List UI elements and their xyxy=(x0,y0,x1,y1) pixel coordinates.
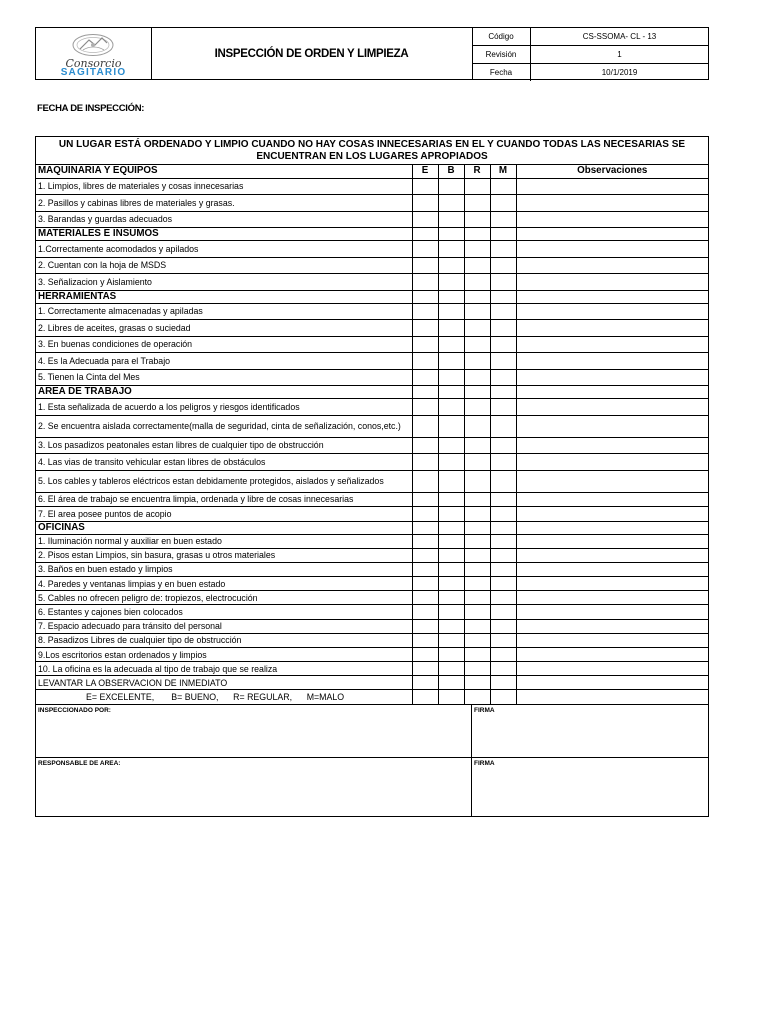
rating-cell[interactable] xyxy=(438,228,464,241)
rating-cell[interactable] xyxy=(490,619,516,633)
observation-cell[interactable] xyxy=(516,228,708,241)
rating-cell[interactable] xyxy=(412,241,438,258)
rating-cell[interactable] xyxy=(464,619,490,633)
checklist-sheet xyxy=(35,136,709,817)
checklist-item: 10. La oficina es la adecuada al tipo de trabajo que se realiza xyxy=(36,662,412,676)
observation-cell[interactable] xyxy=(516,274,708,291)
rating-cell[interactable] xyxy=(412,399,438,416)
rating-cell[interactable] xyxy=(490,211,516,228)
rating-cell[interactable] xyxy=(412,507,438,522)
rating-cell[interactable] xyxy=(490,178,516,195)
observation-cell[interactable] xyxy=(516,591,708,605)
rating-cell[interactable] xyxy=(490,303,516,320)
section-title: HERRAMIENTAS xyxy=(36,290,412,303)
observation-cell[interactable] xyxy=(516,353,708,370)
rating-cell[interactable] xyxy=(490,676,516,690)
rating-cell[interactable] xyxy=(412,369,438,386)
observation-cell[interactable] xyxy=(516,336,708,353)
observation-cell[interactable] xyxy=(516,241,708,258)
rating-cell[interactable] xyxy=(438,577,464,591)
signature-row-inspector xyxy=(36,704,708,757)
rating-cell[interactable] xyxy=(490,534,516,548)
rating-cell[interactable] xyxy=(464,241,490,258)
rating-cell[interactable] xyxy=(412,228,438,241)
observation-cell[interactable] xyxy=(516,399,708,416)
rating-cell[interactable] xyxy=(464,648,490,662)
observation-cell[interactable] xyxy=(516,454,708,471)
checklist-item-row xyxy=(36,534,708,548)
rating-cell[interactable] xyxy=(412,577,438,591)
logo-emblem-icon xyxy=(58,32,128,58)
signature-label: FIRMA xyxy=(474,759,495,767)
observation-cell[interactable] xyxy=(516,211,708,228)
inspector-signature-field[interactable] xyxy=(472,705,708,757)
rating-cell[interactable] xyxy=(490,492,516,507)
checklist-item: 5. Tienen la Cinta del Mes xyxy=(36,369,412,386)
checklist-item: 6. El área de trabajo se encuentra limpia, ordenada y libre de cosas innecesarias xyxy=(36,492,412,507)
checklist-item: 3. Baños en buen estado y limpios xyxy=(36,562,412,576)
rating-cell[interactable] xyxy=(490,548,516,562)
checklist-intro: UN LUGAR ESTÁ ORDENADO Y LIMPIO CUANDO NO HAY COSAS INNECESARIAS EN EL Y CUANDO TODAS LAS NECESARIAS SE ENCUENTRAN EN LOS LUGARES APROPIADOS xyxy=(36,137,708,165)
checklist-item-row xyxy=(36,369,708,386)
rating-cell[interactable] xyxy=(464,470,490,492)
rating-cell[interactable] xyxy=(412,386,438,399)
document-title: INSPECCIÓN DE ORDEN Y LIMPIEZA xyxy=(151,28,473,79)
column-header-b: B xyxy=(438,165,464,178)
rating-cell[interactable] xyxy=(438,562,464,576)
rating-cell[interactable] xyxy=(490,353,516,370)
rating-cell[interactable] xyxy=(412,211,438,228)
checklist-item: 7. Espacio adecuado para tránsito del personal xyxy=(36,619,412,633)
section-header-row xyxy=(36,228,708,241)
brand-name-script: Consorcio xyxy=(65,57,122,70)
checklist-item: 4. Las vias de transito vehicular estan libres de obstáculos xyxy=(36,454,412,471)
checklist-item-row xyxy=(36,470,708,492)
observation-cell[interactable] xyxy=(516,386,708,399)
rating-cell[interactable] xyxy=(490,470,516,492)
meta-label: Código xyxy=(472,28,531,45)
rating-cell[interactable] xyxy=(464,195,490,212)
observation-cell[interactable] xyxy=(516,257,708,274)
rating-cell[interactable] xyxy=(412,633,438,647)
rating-cell[interactable] xyxy=(438,591,464,605)
rating-cell[interactable] xyxy=(438,241,464,258)
checklist-item-row xyxy=(36,195,708,212)
observation-cell[interactable] xyxy=(516,290,708,303)
checklist-item-row xyxy=(36,492,708,507)
observation-cell[interactable] xyxy=(516,605,708,619)
observation-cell[interactable] xyxy=(516,415,708,437)
rating-cell[interactable] xyxy=(438,676,464,690)
rating-cell[interactable] xyxy=(464,454,490,471)
rating-cell[interactable] xyxy=(464,548,490,562)
rating-cell[interactable] xyxy=(438,303,464,320)
meta-label: Fecha xyxy=(472,64,531,81)
rating-cell[interactable] xyxy=(438,633,464,647)
checklist-item: 5. Los cables y tableros eléctricos estan debidamente protegidos, aislados y señalizados xyxy=(36,470,412,492)
checklist-item-row xyxy=(36,548,708,562)
rating-cell[interactable] xyxy=(412,336,438,353)
rating-cell[interactable] xyxy=(490,399,516,416)
rating-cell[interactable] xyxy=(412,521,438,534)
section-title: AREA DE TRABAJO xyxy=(36,386,412,399)
signature-label: FIRMA xyxy=(474,706,495,714)
rating-cell[interactable] xyxy=(490,437,516,454)
rating-cell[interactable] xyxy=(490,241,516,258)
rating-cell[interactable] xyxy=(464,178,490,195)
rating-cell[interactable] xyxy=(438,274,464,291)
observation-cell[interactable] xyxy=(516,195,708,212)
rating-cell[interactable] xyxy=(412,257,438,274)
rating-cell[interactable] xyxy=(412,303,438,320)
section-header-row xyxy=(36,521,708,534)
signature-row-area-manager xyxy=(36,757,708,816)
area-manager-field[interactable] xyxy=(36,758,472,816)
meta-value: 1 xyxy=(617,50,622,59)
observation-cell[interactable] xyxy=(516,303,708,320)
rating-cell[interactable] xyxy=(412,178,438,195)
observation-cell[interactable] xyxy=(516,690,708,704)
company-logo xyxy=(36,28,152,79)
checklist-item-row xyxy=(36,241,708,258)
rating-cell[interactable] xyxy=(412,470,438,492)
checklist-item: 3. Barandas y guardas adecuados xyxy=(36,211,412,228)
checklist-item-row xyxy=(36,274,708,291)
rating-cell[interactable] xyxy=(412,662,438,676)
document-header xyxy=(35,27,709,80)
rating-cell[interactable] xyxy=(412,274,438,291)
rating-cell[interactable] xyxy=(412,454,438,471)
observation-cell[interactable] xyxy=(516,369,708,386)
rating-cell[interactable] xyxy=(412,290,438,303)
rating-cell[interactable] xyxy=(412,492,438,507)
observation-cell[interactable] xyxy=(516,619,708,633)
checklist-item: 1. Esta señalizada de acuerdo a los peligros y riesgos identificados xyxy=(36,399,412,416)
rating-cell[interactable] xyxy=(490,274,516,291)
rating-cell[interactable] xyxy=(490,591,516,605)
rating-cell[interactable] xyxy=(490,336,516,353)
footer-note: LEVANTAR LA OBSERVACION DE INMEDIATO xyxy=(36,676,412,690)
rating-cell[interactable] xyxy=(438,548,464,562)
rating-cell[interactable] xyxy=(464,320,490,337)
rating-cell[interactable] xyxy=(438,534,464,548)
checklist-item: 1.Correctamente acomodados y apilados xyxy=(36,241,412,258)
rating-cell[interactable] xyxy=(490,257,516,274)
column-header-m: M xyxy=(490,165,516,178)
checklist-item-row xyxy=(36,399,708,416)
section-header-row xyxy=(36,290,708,303)
rating-cell[interactable] xyxy=(464,507,490,522)
rating-cell[interactable] xyxy=(464,336,490,353)
section-title: MATERIALES E INSUMOS xyxy=(36,228,412,241)
checklist-item-row xyxy=(36,662,708,676)
rating-cell[interactable] xyxy=(490,633,516,647)
observation-cell[interactable] xyxy=(516,562,708,576)
section-title: OFICINAS xyxy=(36,521,412,534)
rating-cell[interactable] xyxy=(464,228,490,241)
checklist-item: 3. En buenas condiciones de operación xyxy=(36,336,412,353)
rating-cell[interactable] xyxy=(438,290,464,303)
rating-cell[interactable] xyxy=(490,290,516,303)
rating-cell[interactable] xyxy=(438,178,464,195)
rating-cell[interactable] xyxy=(464,676,490,690)
rating-cell[interactable] xyxy=(490,605,516,619)
checklist-item-row xyxy=(36,178,708,195)
rating-cell[interactable] xyxy=(490,320,516,337)
rating-cell[interactable] xyxy=(464,399,490,416)
rating-cell[interactable] xyxy=(464,369,490,386)
rating-cell[interactable] xyxy=(412,437,438,454)
checklist-item: 1. Correctamente almacenadas y apiladas xyxy=(36,303,412,320)
rating-cell[interactable] xyxy=(412,648,438,662)
observation-cell[interactable] xyxy=(516,320,708,337)
rating-cell[interactable] xyxy=(438,492,464,507)
observation-cell[interactable] xyxy=(516,492,708,507)
rating-cell[interactable] xyxy=(490,507,516,522)
area-manager-label: RESPONSABLE DE AREA: xyxy=(38,759,121,767)
rating-cell[interactable] xyxy=(412,676,438,690)
rating-cell[interactable] xyxy=(438,690,464,704)
footer-note-row xyxy=(36,676,708,690)
brand-name-bold: SAGITARIO xyxy=(60,67,127,78)
section-title: MAQUINARIA Y EQUIPOS xyxy=(36,165,412,178)
column-header-observaciones: Observaciones xyxy=(516,165,708,178)
checklist-item: 8. Pasadizos Libres de cualquier tipo de obstrucción xyxy=(36,633,412,647)
checklist-item-row xyxy=(36,211,708,228)
observation-cell[interactable] xyxy=(516,648,708,662)
rating-cell[interactable] xyxy=(490,521,516,534)
rating-cell[interactable] xyxy=(438,320,464,337)
observation-cell[interactable] xyxy=(516,662,708,676)
rating-cell[interactable] xyxy=(464,290,490,303)
checklist-item-row xyxy=(36,303,708,320)
rating-cell[interactable] xyxy=(438,662,464,676)
observation-cell[interactable] xyxy=(516,437,708,454)
rating-cell[interactable] xyxy=(412,320,438,337)
rating-cell[interactable] xyxy=(464,274,490,291)
rating-cell[interactable] xyxy=(490,690,516,704)
checklist-item-row xyxy=(36,320,708,337)
rating-cell[interactable] xyxy=(464,303,490,320)
rating-cell[interactable] xyxy=(438,386,464,399)
checklist-item: 1. Iluminación normal y auxiliar en buen estado xyxy=(36,534,412,548)
rating-cell[interactable] xyxy=(490,386,516,399)
checklist-item: 4. Es la Adecuada para el Trabajo xyxy=(36,353,412,370)
checklist-item: 3. Señalizacion y Aislamiento xyxy=(36,274,412,291)
checklist-table xyxy=(36,165,708,704)
checklist-item: 1. Limpios, libres de materiales y cosas innecesarias xyxy=(36,178,412,195)
rating-cell[interactable] xyxy=(464,437,490,454)
rating-cell[interactable] xyxy=(438,257,464,274)
rating-cell[interactable] xyxy=(438,470,464,492)
rating-legend: E= EXCELENTE, B= BUENO, R= REGULAR, M=MALO xyxy=(36,690,412,704)
meta-label: Revisión xyxy=(472,46,531,63)
checklist-item-row xyxy=(36,336,708,353)
rating-cell[interactable] xyxy=(464,257,490,274)
rating-cell[interactable] xyxy=(464,534,490,548)
checklist-item: 2. Se encuentra aislada correctamente(malla de seguridad, cinta de señalización, conos,etc.) xyxy=(36,415,412,437)
rating-cell[interactable] xyxy=(490,662,516,676)
rating-cell[interactable] xyxy=(438,619,464,633)
rating-cell[interactable] xyxy=(412,619,438,633)
rating-cell[interactable] xyxy=(464,211,490,228)
rating-cell[interactable] xyxy=(464,492,490,507)
checklist-item-row xyxy=(36,605,708,619)
inspector-label: INSPECCIONADO POR: xyxy=(38,706,111,714)
rating-cell[interactable] xyxy=(412,690,438,704)
rating-cell[interactable] xyxy=(438,454,464,471)
observation-cell[interactable] xyxy=(516,521,708,534)
rating-cell[interactable] xyxy=(412,562,438,576)
checklist-item-row xyxy=(36,619,708,633)
meta-row-code xyxy=(472,28,708,46)
observation-cell[interactable] xyxy=(516,633,708,647)
rating-cell[interactable] xyxy=(490,369,516,386)
inspector-field[interactable] xyxy=(36,705,472,757)
meta-value: 10/1/2019 xyxy=(601,68,638,77)
rating-cell[interactable] xyxy=(438,336,464,353)
rating-cell[interactable] xyxy=(464,605,490,619)
checklist-item-row xyxy=(36,591,708,605)
checklist-item-row xyxy=(36,437,708,454)
rating-cell[interactable] xyxy=(412,605,438,619)
rating-cell[interactable] xyxy=(438,605,464,619)
rating-cell[interactable] xyxy=(490,195,516,212)
checklist-item: 2. Pasillos y cabinas libres de materiales y grasas. xyxy=(36,195,412,212)
rating-cell[interactable] xyxy=(464,577,490,591)
rating-cell[interactable] xyxy=(438,195,464,212)
rating-cell[interactable] xyxy=(412,415,438,437)
checklist-item-row xyxy=(36,353,708,370)
legend-row xyxy=(36,690,708,704)
meta-row-date xyxy=(472,64,708,81)
rating-cell[interactable] xyxy=(412,591,438,605)
rating-cell[interactable] xyxy=(490,562,516,576)
checklist-item: 2. Pisos estan Limpios, sin basura, grasas u otros materiales xyxy=(36,548,412,562)
checklist-item: 7. El area posee puntos de acopio xyxy=(36,507,412,522)
observation-cell[interactable] xyxy=(516,507,708,522)
rating-cell[interactable] xyxy=(438,521,464,534)
checklist-item-row xyxy=(36,257,708,274)
rating-cell[interactable] xyxy=(464,415,490,437)
checklist-item: 5. Cables no ofrecen peligro de: tropiezos, electrocución xyxy=(36,591,412,605)
checklist-item-row xyxy=(36,648,708,662)
rating-cell[interactable] xyxy=(490,228,516,241)
rating-cell[interactable] xyxy=(490,648,516,662)
rating-cell[interactable] xyxy=(490,415,516,437)
area-manager-signature-field[interactable] xyxy=(472,758,708,816)
rating-cell[interactable] xyxy=(438,369,464,386)
rating-cell[interactable] xyxy=(438,211,464,228)
observation-cell[interactable] xyxy=(516,534,708,548)
checklist-item-row xyxy=(36,507,708,522)
document-meta xyxy=(472,28,708,81)
rating-cell[interactable] xyxy=(464,353,490,370)
observation-cell[interactable] xyxy=(516,470,708,492)
checklist-item: 9.Los escritorios estan ordenados y limpios xyxy=(36,648,412,662)
rating-cell[interactable] xyxy=(464,562,490,576)
rating-cell[interactable] xyxy=(412,548,438,562)
column-header-r: R xyxy=(464,165,490,178)
observation-cell[interactable] xyxy=(516,577,708,591)
observation-cell[interactable] xyxy=(516,676,708,690)
rating-cell[interactable] xyxy=(464,690,490,704)
rating-cell[interactable] xyxy=(464,386,490,399)
rating-cell[interactable] xyxy=(464,521,490,534)
rating-cell[interactable] xyxy=(438,507,464,522)
inspection-date-label: FECHA DE INSPECCIÓN: xyxy=(37,103,145,114)
section-header-row xyxy=(36,165,708,178)
rating-cell[interactable] xyxy=(464,633,490,647)
checklist-item-row xyxy=(36,577,708,591)
observation-cell[interactable] xyxy=(516,548,708,562)
checklist-item-row xyxy=(36,454,708,471)
rating-cell[interactable] xyxy=(490,577,516,591)
checklist-item-row xyxy=(36,633,708,647)
checklist-item: 2. Cuentan con la hoja de MSDS xyxy=(36,257,412,274)
rating-cell[interactable] xyxy=(438,415,464,437)
rating-cell[interactable] xyxy=(438,648,464,662)
rating-cell[interactable] xyxy=(490,454,516,471)
meta-value: CS-SSOMA- CL - 13 xyxy=(582,32,657,41)
column-header-e: E xyxy=(412,165,438,178)
checklist-item-row xyxy=(36,415,708,437)
observation-cell[interactable] xyxy=(516,178,708,195)
checklist-body xyxy=(36,165,708,704)
rating-cell[interactable] xyxy=(412,534,438,548)
rating-cell[interactable] xyxy=(464,591,490,605)
rating-cell[interactable] xyxy=(412,195,438,212)
rating-cell[interactable] xyxy=(438,353,464,370)
checklist-item: 6. Estantes y cajones bien colocados xyxy=(36,605,412,619)
section-header-row xyxy=(36,386,708,399)
rating-cell[interactable] xyxy=(464,662,490,676)
rating-cell[interactable] xyxy=(412,353,438,370)
rating-cell[interactable] xyxy=(438,437,464,454)
meta-row-revision xyxy=(472,46,708,64)
checklist-item-row xyxy=(36,562,708,576)
checklist-item: 3. Los pasadizos peatonales estan libres de cualquier tipo de obstrucción xyxy=(36,437,412,454)
checklist-item: 4. Paredes y ventanas limpias y en buen estado xyxy=(36,577,412,591)
rating-cell[interactable] xyxy=(438,399,464,416)
checklist-item: 2. Libres de aceites, grasas o suciedad xyxy=(36,320,412,337)
